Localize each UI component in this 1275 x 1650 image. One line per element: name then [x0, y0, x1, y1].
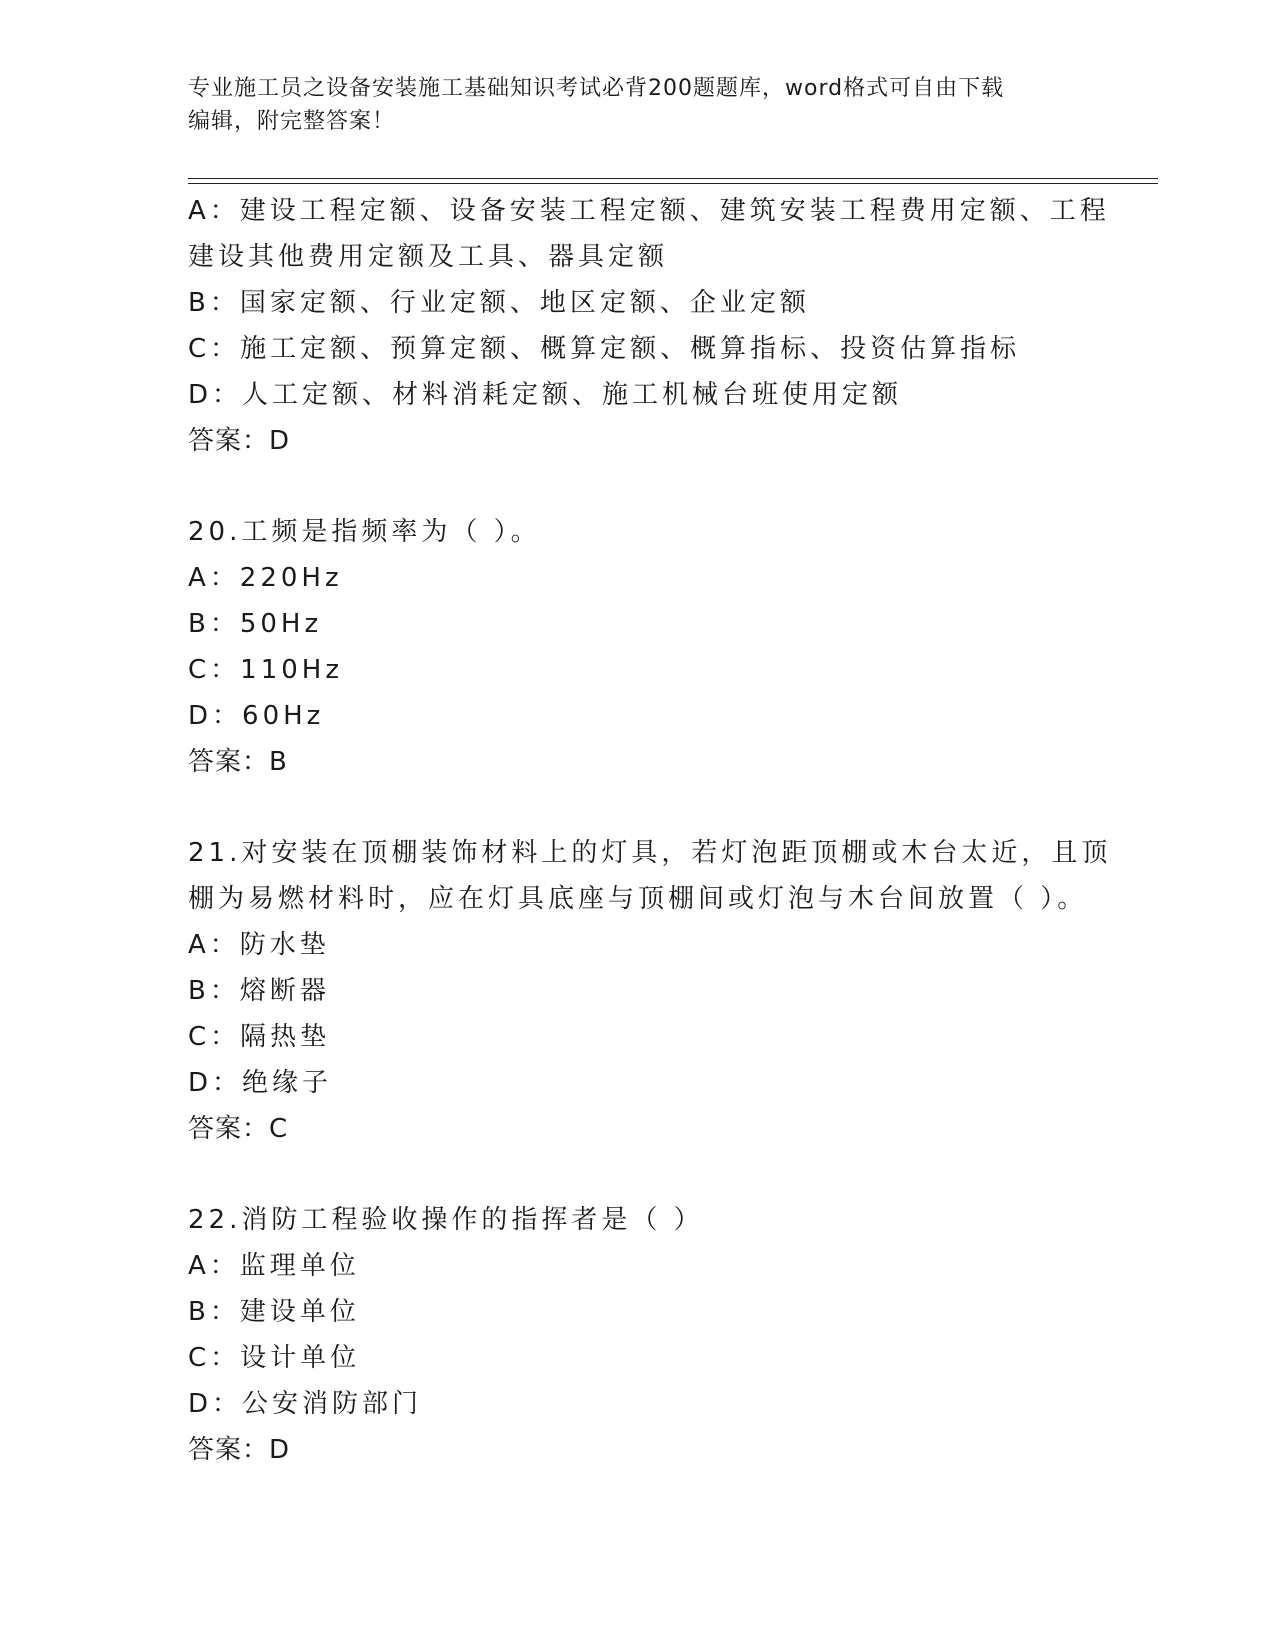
option-b: B：50Hz	[188, 609, 323, 639]
question-stem: 22.消防工程验收操作的指挥者是（ ）	[188, 1205, 704, 1235]
option-a-line-1: A：建设工程定额、设备安装工程定额、建筑安装工程费用定额、工程	[188, 196, 1110, 226]
spacer	[188, 1152, 1088, 1197]
header-divider-bottom	[188, 183, 1158, 184]
option-a: A：防水垫	[188, 930, 330, 960]
answer-line: 答案：B	[188, 747, 288, 777]
option-c: C：施工定额、预算定额、概算定额、概算指标、投资估算指标	[188, 334, 1021, 364]
option-a-line-2: 建设其他费用定额及工具、器具定额	[188, 242, 669, 272]
option-d: D：60Hz	[188, 701, 325, 731]
question-block-20	[188, 509, 1088, 785]
question-block-22	[188, 1197, 1088, 1473]
answer-line: 答案：D	[188, 426, 291, 456]
question-stem-line-2: 棚为易燃材料时，应在灯具底座与顶棚间或灯泡与木台间放置（ ）。	[188, 884, 1088, 914]
option-b: B：国家定额、行业定额、地区定额、企业定额	[188, 288, 810, 318]
option-d: D：绝缘子	[188, 1068, 333, 1098]
option-b: B：熔断器	[188, 976, 330, 1006]
option-b: B：建设单位	[188, 1297, 360, 1327]
question-block-21	[188, 830, 1112, 1152]
document-header	[188, 72, 1078, 138]
header-divider-top	[188, 178, 1158, 179]
spacer	[188, 464, 1088, 509]
option-a: A：220Hz	[188, 563, 343, 593]
option-c: C：隔热垫	[188, 1022, 331, 1052]
question-list	[188, 188, 1112, 1473]
answer-line: 答案：D	[188, 1435, 291, 1465]
option-d: D：公安消防部门	[188, 1389, 423, 1419]
header-title-line-2: 编辑，附完整答案！	[188, 109, 396, 134]
answer-line: 答案：C	[188, 1114, 289, 1144]
option-c: C：110Hz	[188, 655, 343, 685]
question-block-19	[188, 188, 1110, 464]
option-a: A：监理单位	[188, 1251, 360, 1281]
header-title-line-1: 专业施工员之设备安装施工基础知识考试必背200题题库，word格式可自由下载	[188, 76, 1005, 101]
question-stem: 20.工频是指频率为（ ）。	[188, 517, 541, 547]
option-c: C：设计单位	[188, 1343, 361, 1373]
question-stem-line-1: 21.对安装在顶棚装饰材料上的灯具，若灯泡距顶棚或木台太近，且顶	[188, 838, 1112, 868]
option-d: D：人工定额、材料消耗定额、施工机械台班使用定额	[188, 380, 903, 410]
spacer	[188, 785, 1088, 830]
